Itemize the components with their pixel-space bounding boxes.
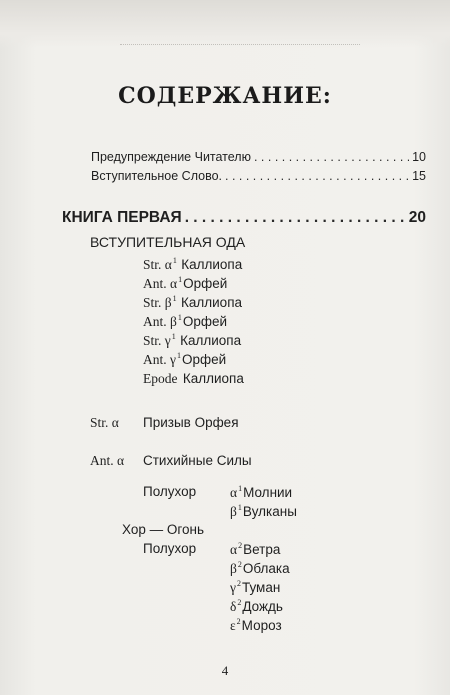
half-chorus-label: Полухор (143, 484, 197, 499)
chorus-item: $\varepsilon^2Мороз$ (230, 617, 282, 633)
ode-heading: ВСТУПИТЕЛЬНАЯ ОДА (90, 234, 246, 250)
chorus-item: $\alpha^2Ветра$ (230, 541, 281, 557)
toc-title: СОДЕРЖАНИЕ: (118, 83, 332, 109)
dot-leader (185, 209, 406, 227)
chorus-item: $\beta^2Облака$ (230, 560, 290, 576)
dot-leader (254, 150, 409, 164)
chorus-item: $\gamma^2Туман$ (230, 579, 281, 595)
strophe-line: Str. $\beta^1$ Каллиопа (143, 294, 243, 310)
section-title: Стихийные Силы (143, 453, 252, 468)
toc-entry-label: Предупреждение Читателю (91, 150, 251, 164)
strophe-line: Ant. $\gamma^1Орфей$ (143, 351, 227, 367)
toc-entry-book-one (62, 209, 426, 227)
chorus-item: $\beta^1Вулканы$ (230, 503, 297, 519)
section-prefix: Str. α (90, 415, 119, 430)
toc-entry-label: Вступительное Слово. (91, 169, 222, 183)
page-top-shadow (0, 0, 450, 48)
toc-entry-page: 15 (412, 169, 426, 183)
top-decoration (120, 44, 360, 49)
toc-entry-page: 20 (408, 209, 426, 226)
toc-entry-label: КНИГА ПЕРВАЯ (62, 209, 182, 226)
strophe-line: Str. $\gamma^1$ Каллиопа (143, 332, 242, 348)
choir-label: Хор — Огонь (122, 522, 204, 537)
strophe-line: Str. $\alpha^1$ Каллиопа (143, 256, 243, 272)
half-chorus-label: Полухор (143, 541, 197, 556)
chorus-item: $\delta^2Дождь$ (230, 598, 283, 614)
section-prefix: Ant. α (90, 453, 125, 468)
toc-entry-warning (91, 150, 426, 164)
dot-leader (225, 169, 409, 183)
strophe-line: Ant. $\alpha^1Орфей$ (143, 275, 228, 291)
chorus-item: $\alpha^1Молнии$ (230, 484, 293, 500)
toc-entry-page: 10 (412, 150, 426, 164)
page-number: 4 (221, 663, 229, 678)
strophe-line: Ant. $\beta^1Орфей$ (143, 313, 228, 329)
toc-entry-intro (91, 169, 426, 183)
section-title: Призыв Орфея (143, 415, 239, 430)
strophe-line: Epode Каллиопа (143, 371, 244, 386)
